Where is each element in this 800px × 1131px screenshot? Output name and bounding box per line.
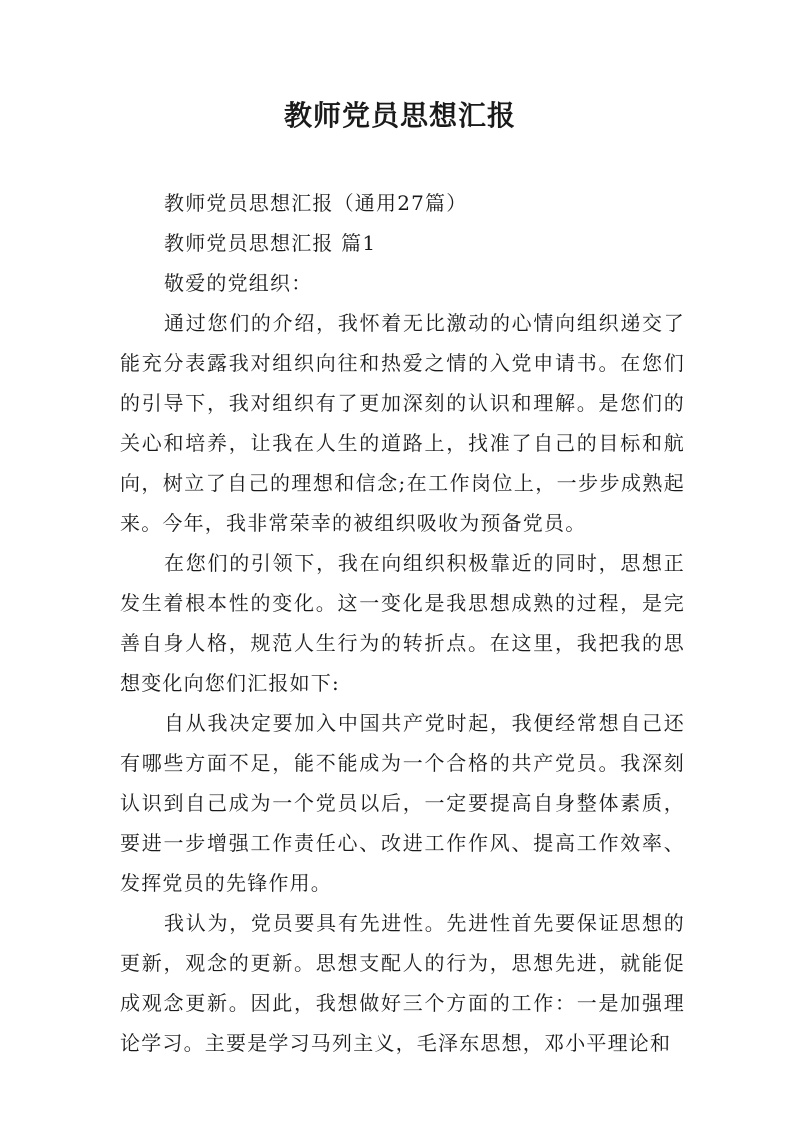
document-title: 教师党员思想汇报	[283, 99, 516, 132]
paragraph: 通过您们的介绍，我怀着无比激动的心情向组织递交了能充分表露我对组织向往和热爱之情的入党申请书。在您们的引导下，我对组织有了更加深刻的认识和理解。是您们的关心和培养，让我在人生的道路上，找准了自己的目标和航向，树立了自己的理想和信念;在工作岗位上，一步步成熟起来。今年，我非常荣幸的被组织吸收为预备党员。	[120, 311, 685, 535]
section-heading: 教师党员思想汇报 篇1	[164, 231, 377, 255]
paragraph: 自从我决定要加入中国共产党时起，我便经常想自己还有哪些方面不足，能不能成为一个合格的共产党员。我深刻认识到自己成为一个党员以后，一定要提高自身整体素质，要进一步增强工作责任心、改进工作作风、提高工作效率、发挥党员的先锋作用。	[120, 711, 685, 895]
paragraph: 在您们的引领下，我在向组织积极靠近的同时，思想正发生着根本性的变化。这一变化是我思想成熟的过程，是完善自身人格，规范人生行为的转折点。在这里，我把我的思想变化向您们汇报如下:	[120, 551, 685, 695]
document-body	[120, 183, 685, 1063]
salutation: 敬爱的党组织：	[164, 271, 313, 295]
document-subtitle: 教师党员思想汇报（通用27篇）	[164, 191, 468, 215]
paragraph: 我认为，党员要具有先进性。先进性首先要保证思想的更新，观念的更新。思想支配人的行为，思想先进，就能促成观念更新。因此，我想做好三个方面的工作：一是加强理论学习。主要是学习马列主义，毛泽东思想，邓小平理论和	[120, 911, 685, 1055]
